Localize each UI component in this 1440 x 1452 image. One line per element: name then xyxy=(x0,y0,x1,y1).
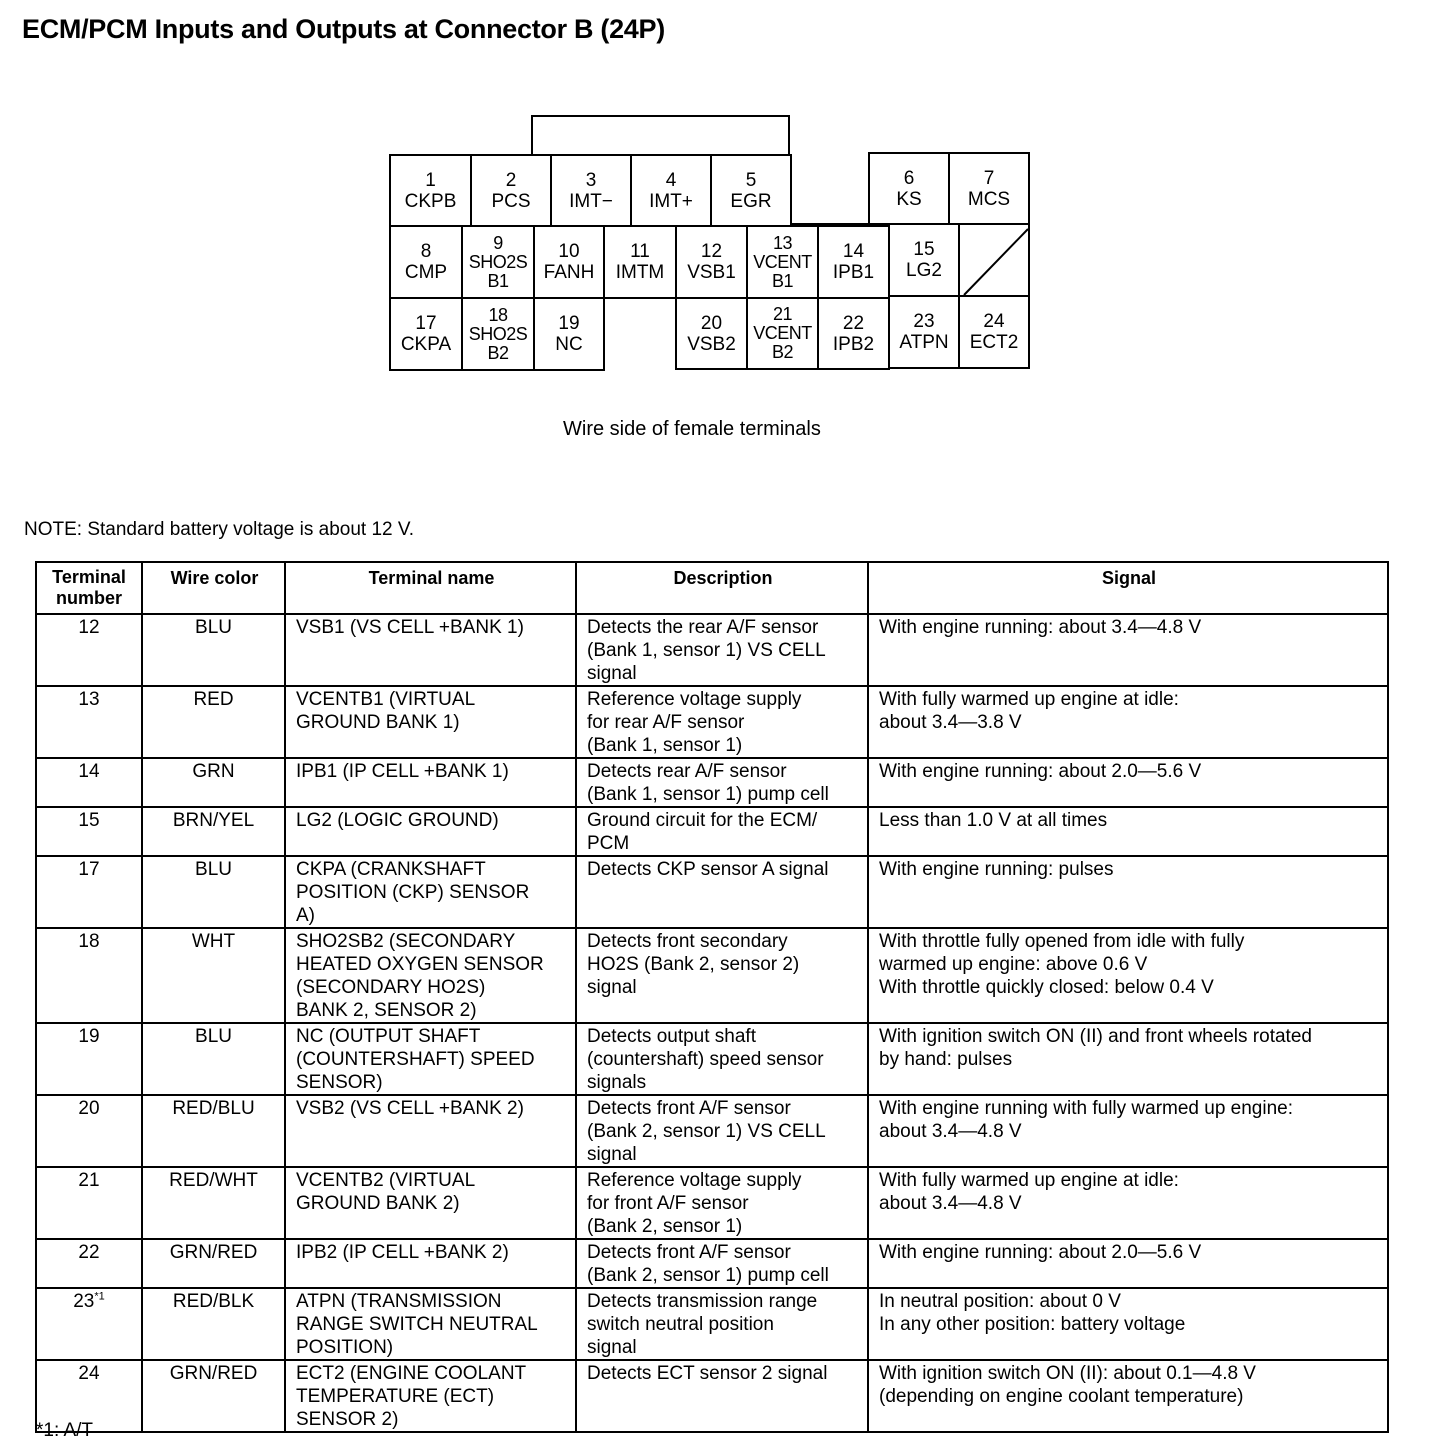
cell-terminal-name-line: VSB1 (VS CELL +BANK 1) xyxy=(296,617,524,638)
terminal-1 xyxy=(389,154,472,227)
cell-signal xyxy=(868,686,1388,758)
header-terminal-line2: number xyxy=(55,588,122,608)
cell-wire-color: BLU xyxy=(142,856,285,928)
cell-terminal-name-line: CKPA (CRANKSHAFT xyxy=(296,859,486,880)
terminal-16-empty xyxy=(958,223,1030,297)
cell-wire-color: GRN/RED xyxy=(142,1239,285,1288)
cell-signal xyxy=(868,1288,1388,1360)
terminal-9 xyxy=(461,225,535,299)
footnote: *1: A/T xyxy=(36,1420,94,1441)
terminal-number-text: 19 xyxy=(78,1026,100,1047)
cell-description xyxy=(576,807,868,856)
cell-terminal-name xyxy=(285,1288,576,1360)
cell-description-line: (Bank 2, sensor 1) VS CELL xyxy=(587,1121,826,1142)
cell-description-line: signal xyxy=(587,977,637,998)
cell-terminal-number xyxy=(36,1023,142,1095)
cell-terminal-name xyxy=(285,856,576,928)
cell-terminal-name xyxy=(285,807,576,856)
terminal-label: SHO2S xyxy=(468,323,528,344)
cell-signal-line: With ignition switch ON (II): about 0.1—4.8 V xyxy=(879,1363,1256,1384)
header-signal: Signal xyxy=(868,562,1388,614)
cell-terminal-number xyxy=(36,614,142,686)
terminal-number: 7 xyxy=(983,167,995,189)
cell-terminal-name-line: ATPN (TRANSMISSION xyxy=(296,1291,502,1312)
cell-terminal-number xyxy=(36,1239,142,1288)
cell-description-line: Detects front A/F sensor xyxy=(587,1098,791,1119)
table-row xyxy=(36,614,1388,686)
terminal-number-text: 21 xyxy=(78,1170,100,1191)
cell-wire-color: RED/WHT xyxy=(142,1167,285,1239)
terminal-number: 19 xyxy=(558,313,580,334)
cell-description xyxy=(576,1095,868,1167)
terminal-label: FANH xyxy=(543,262,595,283)
cell-terminal-number xyxy=(36,807,142,856)
cell-terminal-name xyxy=(285,686,576,758)
cell-terminal-name-line: POSITION (CKP) SENSOR xyxy=(296,882,530,903)
cell-terminal-name-line: TEMPERATURE (ECT) xyxy=(296,1386,495,1407)
terminal-number-text: 18 xyxy=(78,931,100,952)
cell-signal xyxy=(868,856,1388,928)
terminal-number-text: 22 xyxy=(78,1242,100,1263)
cell-terminal-name-line: LG2 (LOGIC GROUND) xyxy=(296,810,499,831)
cell-description-line: switch neutral position xyxy=(587,1314,774,1335)
terminal-label: CKPA xyxy=(400,334,452,355)
terminal-number: 24 xyxy=(983,311,1005,332)
cell-description-line: (Bank 2, sensor 1) xyxy=(587,1216,743,1237)
terminal-number-text: 15 xyxy=(78,810,100,831)
cell-signal-line: With throttle fully opened from idle with fully xyxy=(879,931,1245,952)
terminal-label: CKPB xyxy=(404,190,457,212)
table-row xyxy=(36,686,1388,758)
terminal-17 xyxy=(389,297,463,371)
header-terminal-number xyxy=(36,562,142,614)
cell-wire-color: GRN xyxy=(142,758,285,807)
cell-signal-line: In neutral position: about 0 V xyxy=(879,1291,1121,1312)
cell-terminal-number xyxy=(36,1167,142,1239)
terminal-label: KS xyxy=(896,188,922,210)
terminal-label: IMT− xyxy=(569,190,613,212)
cell-signal xyxy=(868,1095,1388,1167)
terminal-22 xyxy=(817,297,890,370)
cell-description-line: Detects CKP sensor A signal xyxy=(587,859,829,880)
cell-description xyxy=(576,758,868,807)
cell-description-line: (countershaft) speed sensor xyxy=(587,1049,824,1070)
cell-wire-color: GRN/RED xyxy=(142,1360,285,1432)
page-title: ECM/PCM Inputs and Outputs at Connector B (24P) xyxy=(22,14,665,44)
header-description: Description xyxy=(576,562,868,614)
terminal-number: 3 xyxy=(585,169,597,191)
table-row xyxy=(36,1095,1388,1167)
terminal-number-text: 14 xyxy=(78,761,100,782)
cell-signal-line: With fully warmed up engine at idle: xyxy=(879,689,1179,710)
diagram-caption: Wire side of female terminals xyxy=(563,418,821,440)
terminal-label: ATPN xyxy=(899,332,949,353)
cell-terminal-name xyxy=(285,928,576,1023)
terminal-3 xyxy=(550,154,632,227)
cell-wire-color: BRN/YEL xyxy=(142,807,285,856)
cell-terminal-number xyxy=(36,928,142,1023)
terminal-number-text: 24 xyxy=(78,1363,100,1384)
cell-description xyxy=(576,1167,868,1239)
cell-wire-color: WHT xyxy=(142,928,285,1023)
terminal-number: 6 xyxy=(903,167,915,189)
cell-signal xyxy=(868,1167,1388,1239)
cell-signal-line: In any other position: battery voltage xyxy=(879,1314,1186,1335)
cell-signal-line: With engine running: pulses xyxy=(879,859,1114,880)
connector-diagram xyxy=(0,0,1440,460)
cell-terminal-name-line: (COUNTERSHAFT) SPEED xyxy=(296,1049,535,1070)
terminal-label: IPB2 xyxy=(832,333,875,355)
table-row xyxy=(36,807,1388,856)
cell-description-line: Ground circuit for the ECM/ xyxy=(587,810,818,831)
table-row xyxy=(36,928,1388,1023)
terminal-label-line2: B1 xyxy=(487,270,509,291)
cell-terminal-name-line: GROUND BANK 2) xyxy=(296,1193,460,1214)
cell-signal-line: With fully warmed up engine at idle: xyxy=(879,1170,1179,1191)
header-terminal-name: Terminal name xyxy=(285,562,576,614)
terminal-label: IPB1 xyxy=(832,262,875,283)
terminal-label: IMT+ xyxy=(649,190,693,212)
terminal-7 xyxy=(948,152,1030,225)
terminal-label: VSB1 xyxy=(687,262,736,283)
cell-terminal-name xyxy=(285,758,576,807)
terminal-number: 12 xyxy=(700,241,723,262)
cell-description-line: Detects rear A/F sensor xyxy=(587,761,787,782)
terminal-label: VCENT xyxy=(753,323,812,343)
cell-description xyxy=(576,1023,868,1095)
terminal-number: 14 xyxy=(842,241,865,262)
cell-description-line: signal xyxy=(587,1337,637,1358)
table-header-row xyxy=(36,562,1388,614)
terminal-table xyxy=(35,561,1389,1433)
terminal-20 xyxy=(675,297,748,370)
cell-terminal-name xyxy=(285,1095,576,1167)
cell-signal-line: With engine running: about 3.4—4.8 V xyxy=(879,617,1202,638)
cell-description-line: for rear A/F sensor xyxy=(587,712,745,733)
empty-slot-slash xyxy=(960,225,1032,299)
terminal-24 xyxy=(958,295,1030,369)
terminal-label: EGR xyxy=(730,190,772,212)
table-row xyxy=(36,758,1388,807)
cell-wire-color: RED/BLK xyxy=(142,1288,285,1360)
terminal-label: SHO2S xyxy=(468,251,528,272)
terminal-number: 4 xyxy=(665,169,677,191)
header-wire-color: Wire color xyxy=(142,562,285,614)
cell-terminal-name-line: A) xyxy=(296,905,315,926)
table-row xyxy=(36,1023,1388,1095)
terminal-number: 2 xyxy=(505,169,517,191)
cell-terminal-name-line: ECT2 (ENGINE COOLANT xyxy=(296,1363,527,1384)
table-row xyxy=(36,1360,1388,1432)
cell-terminal-name-line: (SECONDARY HO2S) xyxy=(296,977,486,998)
terminal-label: IMTM xyxy=(615,262,665,283)
terminal-number: 13 xyxy=(772,232,793,253)
cell-description-line: (Bank 1, sensor 1) VS CELL xyxy=(587,640,826,661)
cell-signal xyxy=(868,1360,1388,1432)
terminal-label: PCS xyxy=(491,190,531,212)
terminal-label: LG2 xyxy=(906,260,942,281)
terminal-4 xyxy=(630,154,712,227)
cell-description xyxy=(576,1360,868,1432)
cell-signal xyxy=(868,807,1388,856)
cell-description-line: (Bank 1, sensor 1) xyxy=(587,735,743,756)
cell-description-line: Detects front secondary xyxy=(587,931,788,952)
terminal-number: 9 xyxy=(493,232,503,253)
cell-signal-line: about 3.4—4.8 V xyxy=(879,1193,1022,1214)
terminal-label: VSB2 xyxy=(687,333,736,355)
cell-terminal-name-line: SENSOR 2) xyxy=(296,1409,399,1430)
terminal-number-text: 17 xyxy=(78,859,100,880)
terminal-label: MCS xyxy=(967,188,1011,210)
cell-signal-line: about 3.4—4.8 V xyxy=(879,1121,1022,1142)
terminal-14 xyxy=(817,225,890,299)
terminal-label-line2: B2 xyxy=(487,342,509,363)
terminal-21 xyxy=(746,297,819,370)
cell-terminal-name-line: VSB2 (VS CELL +BANK 2) xyxy=(296,1098,524,1119)
terminal-number: 5 xyxy=(745,169,757,191)
cell-description xyxy=(576,856,868,928)
terminal-10 xyxy=(533,225,605,299)
table-row xyxy=(36,1167,1388,1239)
terminal-number: 11 xyxy=(630,241,650,262)
cell-signal xyxy=(868,614,1388,686)
cell-description-line: Detects front A/F sensor xyxy=(587,1242,791,1263)
table-body xyxy=(36,614,1388,1432)
cell-description-line: Reference voltage supply xyxy=(587,689,802,710)
cell-signal-line: warmed up engine: above 0.6 V xyxy=(879,954,1148,975)
cell-signal xyxy=(868,928,1388,1023)
cell-terminal-number xyxy=(36,1095,142,1167)
cell-signal-line: by hand: pulses xyxy=(879,1049,1013,1070)
cell-wire-color: BLU xyxy=(142,1023,285,1095)
terminal-number: 15 xyxy=(913,239,935,260)
cell-terminal-name xyxy=(285,1167,576,1239)
cell-description-line: Detects the rear A/F sensor xyxy=(587,617,819,638)
cell-wire-color: RED xyxy=(142,686,285,758)
terminal-13 xyxy=(746,225,819,299)
table-row xyxy=(36,856,1388,928)
terminal-number: 23 xyxy=(913,311,935,332)
cell-wire-color: BLU xyxy=(142,614,285,686)
cell-terminal-number xyxy=(36,686,142,758)
terminal-8 xyxy=(389,225,463,299)
table-row xyxy=(36,1239,1388,1288)
cell-wire-color: RED/BLU xyxy=(142,1095,285,1167)
terminal-label: VCENT xyxy=(753,251,812,272)
cell-description xyxy=(576,1239,868,1288)
terminal-23 xyxy=(888,295,960,369)
cell-description-line: (Bank 1, sensor 1) pump cell xyxy=(587,784,829,805)
cell-description xyxy=(576,614,868,686)
cell-terminal-name-line: IPB2 (IP CELL +BANK 2) xyxy=(296,1242,509,1263)
cell-terminal-name-line: VCENTB2 (VIRTUAL xyxy=(296,1170,476,1191)
cell-signal xyxy=(868,758,1388,807)
terminal-label: CMP xyxy=(404,262,448,283)
terminal-6 xyxy=(868,152,950,225)
battery-voltage-note: NOTE: Standard battery voltage is about 12 V. xyxy=(24,519,415,540)
cell-terminal-name-line: GROUND BANK 1) xyxy=(296,712,460,733)
cell-terminal-name-line: NC (OUTPUT SHAFT xyxy=(296,1026,481,1047)
cell-description-line: Detects transmission range xyxy=(587,1291,818,1312)
cell-terminal-number xyxy=(36,758,142,807)
cell-description xyxy=(576,1288,868,1360)
terminal-18 xyxy=(461,297,535,371)
cell-terminal-number xyxy=(36,856,142,928)
cell-description-line: Detects output shaft xyxy=(587,1026,756,1047)
terminal-15 xyxy=(888,223,960,297)
terminal-11 xyxy=(603,225,677,299)
connector-latch xyxy=(531,115,790,155)
terminal-number: 8 xyxy=(420,241,432,262)
terminal-label: ECT2 xyxy=(969,332,1019,353)
cell-terminal-name-line: HEATED OXYGEN SENSOR xyxy=(296,954,544,975)
terminal-number: 18 xyxy=(488,304,508,325)
cell-description-line: Detects ECT sensor 2 signal xyxy=(587,1363,828,1384)
header-terminal-line1: Terminal xyxy=(52,567,126,587)
terminal-19 xyxy=(533,297,605,371)
cell-signal-line: With engine running: about 2.0—5.6 V xyxy=(879,761,1202,782)
cell-description-line: HO2S (Bank 2, sensor 2) xyxy=(587,954,800,975)
cell-signal-line: Less than 1.0 V at all times xyxy=(879,810,1108,831)
cell-signal-line: With engine running with fully warmed up engine: xyxy=(879,1098,1294,1119)
terminal-number: 10 xyxy=(558,241,580,262)
cell-terminal-name xyxy=(285,614,576,686)
terminal-number-text: 13 xyxy=(78,689,100,710)
cell-description xyxy=(576,928,868,1023)
cell-description-line: signals xyxy=(587,1072,647,1093)
terminal-number: 17 xyxy=(415,313,437,334)
terminal-label-line2: B2 xyxy=(771,342,794,362)
terminal-12 xyxy=(675,225,748,299)
cell-terminal-name xyxy=(285,1360,576,1432)
cell-terminal-name xyxy=(285,1239,576,1288)
cell-description-line: signal xyxy=(587,1144,637,1165)
terminal-footnote-marker: *1 xyxy=(94,1290,105,1303)
terminal-number: 21 xyxy=(772,304,793,324)
terminal-number: 1 xyxy=(425,169,436,191)
cell-signal-line: (depending on engine coolant temperature) xyxy=(879,1386,1244,1407)
terminal-number: 20 xyxy=(700,312,723,334)
cell-signal xyxy=(868,1239,1388,1288)
cell-terminal-name-line: SHO2SB2 (SECONDARY xyxy=(296,931,516,952)
cell-terminal-name-line: VCENTB1 (VIRTUAL xyxy=(296,689,476,710)
cell-description-line: for front A/F sensor xyxy=(587,1193,749,1214)
terminal-number-text: 20 xyxy=(78,1098,100,1119)
cell-description-line: signal xyxy=(587,663,637,684)
cell-terminal-name-line: IPB1 (IP CELL +BANK 1) xyxy=(296,761,509,782)
cell-description xyxy=(576,686,868,758)
cell-terminal-name-line: BANK 2, SENSOR 2) xyxy=(296,1000,477,1021)
cell-terminal-name-line: RANGE SWITCH NEUTRAL xyxy=(296,1314,538,1335)
table-row xyxy=(36,1288,1388,1360)
cell-terminal-name-line: SENSOR) xyxy=(296,1072,383,1093)
terminal-label-line2: B1 xyxy=(771,270,794,291)
terminal-number-text: 12 xyxy=(78,617,100,638)
cell-terminal-number xyxy=(36,1288,142,1360)
cell-signal-line: With ignition switch ON (II) and front wheels rotated xyxy=(879,1026,1312,1047)
cell-description-line: (Bank 2, sensor 1) pump cell xyxy=(587,1265,829,1286)
cell-description-line: Reference voltage supply xyxy=(587,1170,802,1191)
terminal-5 xyxy=(710,154,792,227)
cell-description-line: PCM xyxy=(587,833,630,854)
terminal-2 xyxy=(470,154,552,227)
terminal-label: NC xyxy=(555,334,583,355)
cell-signal-line: With engine running: about 2.0—5.6 V xyxy=(879,1242,1202,1263)
cell-signal-line: With throttle quickly closed: below 0.4 V xyxy=(879,977,1214,998)
cell-signal xyxy=(868,1023,1388,1095)
terminal-number-text: 23 xyxy=(73,1291,95,1312)
terminal-number: 22 xyxy=(842,312,865,334)
cell-terminal-name-line: POSITION) xyxy=(296,1337,394,1358)
cell-terminal-name xyxy=(285,1023,576,1095)
cell-signal-line: about 3.4—3.8 V xyxy=(879,712,1022,733)
